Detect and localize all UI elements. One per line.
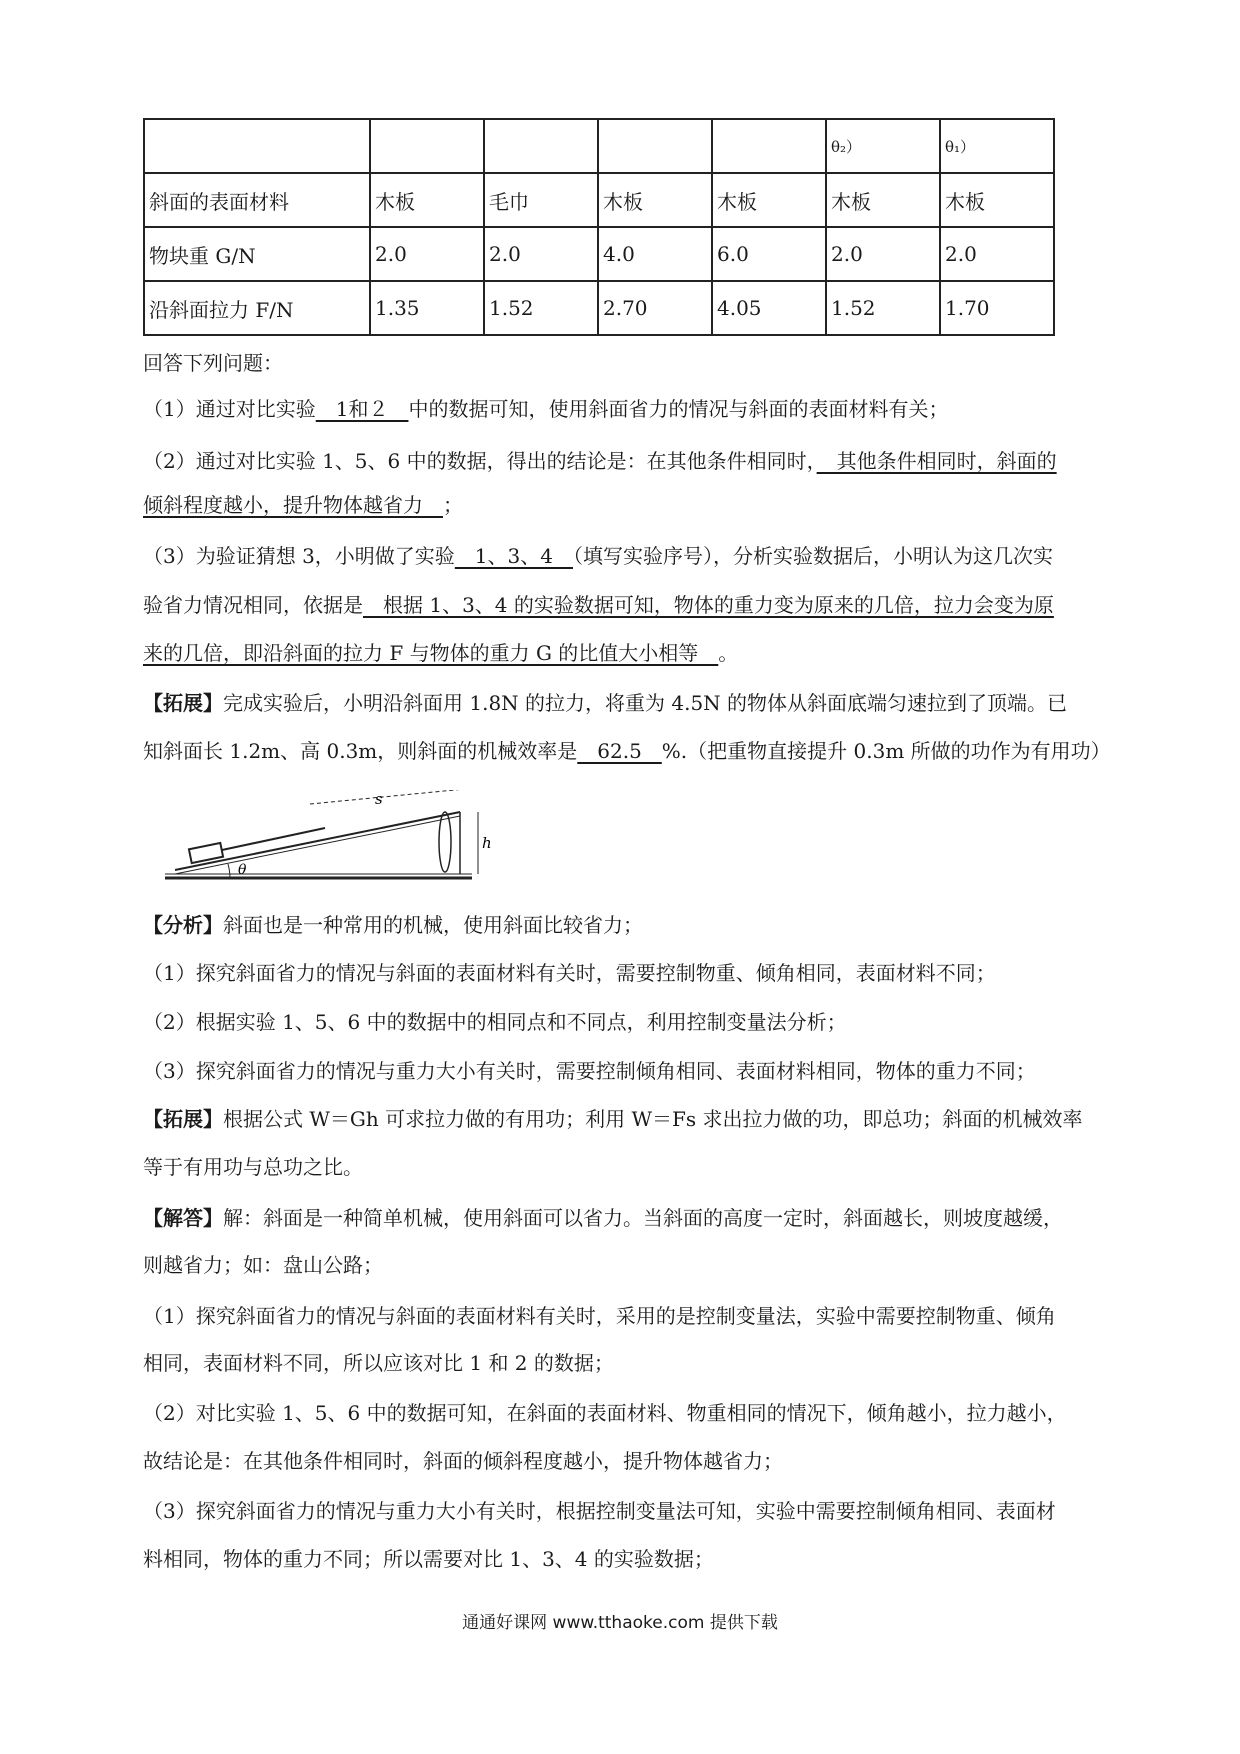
answer-blank: 其他条件相同时，斜面的 — [816, 449, 1057, 473]
angle-arc — [228, 864, 230, 878]
text-run: 。 — [718, 641, 739, 665]
text-run: %.（把重物直接提升 0.3m 所做的功作为有用功） — [661, 739, 1111, 763]
section-label: 【拓展】 — [143, 1107, 223, 1131]
text-line — [143, 1250, 383, 1280]
experiment-data-table — [143, 118, 1055, 336]
text-run: （3）探究斜面省力的情况与重力大小有关时，需要控制倾角相同、表面材料相同，物体的重力不同； — [143, 1059, 1036, 1083]
answer-blank: 根据 1、3、4 的实验数据可知，物体的重力变为原来的几倍，拉力会变为原 — [363, 593, 1054, 617]
table-cell — [484, 119, 598, 173]
text-line — [143, 1398, 1067, 1428]
text-run: ； — [443, 493, 463, 517]
pulley — [439, 812, 451, 872]
answer-blank: 来的几倍，即沿斜面的拉力 F 与物体的重力 G 的比值大小相等 — [143, 641, 719, 665]
table-row — [144, 281, 1054, 335]
table-cell — [144, 119, 370, 173]
text-line — [143, 1056, 1036, 1086]
text-run: 中的数据可知，使用斜面省力的情况与斜面的表面材料有关； — [408, 397, 949, 421]
text-run: 则越省力；如：盘山公路； — [143, 1253, 383, 1277]
table-cell: 木板 — [712, 173, 826, 227]
text-line — [143, 1301, 1056, 1331]
table-cell: 6.0 — [712, 227, 826, 281]
table-cell: 1.52 — [826, 281, 940, 335]
table-cell: 木板 — [370, 173, 484, 227]
text-run: （2）对比实验 1、5、6 中的数据可知，在斜面的表面材料、物重相同的情况下，倾角越小，拉力越小， — [143, 1401, 1067, 1425]
text-line — [143, 688, 1067, 718]
table-cell — [598, 119, 712, 173]
text-line — [143, 394, 948, 424]
table-cell: 2.70 — [598, 281, 712, 335]
text-run: （填写实验序号），分析实验数据后，小明认为这几次实 — [573, 544, 1053, 568]
table-cell: 沿斜面拉力 F/N — [144, 281, 370, 335]
table-row — [144, 227, 1054, 281]
table-cell — [370, 119, 484, 173]
s-label: s — [375, 790, 383, 808]
text-run: （3）为验证猜想 3，小明做了实验 — [143, 544, 455, 568]
table-cell — [712, 119, 826, 173]
table-cell: 2.0 — [484, 227, 598, 281]
text-line — [143, 1104, 1083, 1134]
text-line — [143, 910, 643, 940]
text-run: （1）探究斜面省力的情况与斜面的表面材料有关时，需要控制物重、倾角相同，表面材料不同； — [143, 961, 996, 985]
table-row — [144, 173, 1054, 227]
text-run: 相同，表面材料不同，所以应该对比 1 和 2 的数据； — [143, 1351, 614, 1375]
table-cell: 物块重 G/N — [144, 227, 370, 281]
text-run: 料相同，物体的重力不同；所以需要对比 1、3、4 的实验数据； — [143, 1547, 714, 1571]
table-cell: 2.0 — [940, 227, 1054, 281]
answer-blank: 倾斜程度越小，提升物体越省力 — [143, 493, 443, 517]
incline-surface — [175, 816, 460, 874]
table-cell: 1.70 — [940, 281, 1054, 335]
h-label: h — [482, 834, 492, 852]
text-line — [143, 1496, 1056, 1526]
table-cell: 斜面的表面材料 — [144, 173, 370, 227]
text-line — [143, 958, 996, 988]
table-cell: 4.05 — [712, 281, 826, 335]
text-run: 完成实验后，小明沿斜面用 1.8N 的拉力，将重为 4.5N 的物体从斜面底端匀速拉到了顶端。已 — [223, 691, 1068, 715]
theta-label: θ — [238, 862, 247, 878]
incline-surface — [175, 812, 460, 870]
table-cell: θ₁） — [940, 119, 1054, 173]
table-row — [144, 119, 1054, 173]
section-label: 【解答】 — [143, 1206, 223, 1230]
table-cell: θ₂） — [826, 119, 940, 173]
block — [189, 843, 223, 863]
section-label: 【拓展】 — [143, 691, 223, 715]
text-line — [143, 348, 283, 378]
text-line — [143, 446, 1057, 476]
text-line — [143, 1446, 783, 1476]
text-run: （3）探究斜面省力的情况与重力大小有关时，根据控制变量法可知，实验中需要控制倾角相同、表面材 — [143, 1499, 1056, 1523]
length-dimension — [310, 790, 465, 804]
text-run: （2）通过对比实验 1、5、6 中的数据，得出的结论是：在其他条件相同时， — [143, 449, 817, 473]
table-cell: 毛巾 — [484, 173, 598, 227]
table-cell: 2.0 — [826, 227, 940, 281]
text-run: 验省力情况相同，依据是 — [143, 593, 363, 617]
answer-blank: 1和２ — [315, 397, 409, 421]
section-label: 【分析】 — [143, 913, 223, 937]
text-line — [143, 541, 1053, 571]
incline-figure — [160, 790, 500, 890]
text-line — [143, 736, 1111, 766]
text-run: 斜面也是一种常用的机械，使用斜面比较省力； — [223, 913, 643, 937]
text-line — [143, 1152, 363, 1182]
text-line — [143, 490, 463, 520]
text-run: （2）根据实验 1、5、6 中的数据中的相同点和不同点，利用控制变量法分析； — [143, 1010, 847, 1034]
text-line — [143, 1544, 714, 1574]
text-run: 解：斜面是一种简单机械，使用斜面可以省力。当斜面的高度一定时，斜面越长，则坡度越缓， — [223, 1206, 1063, 1230]
table-cell: 1.52 — [484, 281, 598, 335]
answer-blank: 62.5 — [577, 739, 662, 763]
text-line — [143, 590, 1054, 620]
table-cell: 木板 — [826, 173, 940, 227]
text-run: （1）探究斜面省力的情况与斜面的表面材料有关时，采用的是控制变量法，实验中需要控制物重、倾角 — [143, 1304, 1056, 1328]
text-line — [143, 1348, 614, 1378]
text-line — [143, 1007, 847, 1037]
page-footer: 通通好课网 www.tthaoke.com 提供下载 — [462, 1613, 778, 1633]
text-run: 故结论是：在其他条件相同时，斜面的倾斜程度越小，提升物体越省力； — [143, 1449, 783, 1473]
table-cell: 木板 — [598, 173, 712, 227]
text-run: 等于有用功与总功之比。 — [143, 1155, 363, 1179]
text-line — [143, 638, 738, 668]
text-run: 回答下列问题： — [143, 351, 283, 375]
text-run: 知斜面长 1.2m、高 0.3m，则斜面的机械效率是 — [143, 739, 578, 763]
text-run: （1）通过对比实验 — [143, 397, 316, 421]
table-cell: 木板 — [940, 173, 1054, 227]
text-run: 根据公式 W＝Gh 可求拉力做的有用功；利用 W＝Fs 求出拉力做的功，即总功；斜面的机械效率 — [223, 1107, 1083, 1131]
table-cell: 4.0 — [598, 227, 712, 281]
text-line — [143, 1203, 1063, 1233]
table-cell: 2.0 — [370, 227, 484, 281]
table-cell: 1.35 — [370, 281, 484, 335]
answer-blank: 1、3、4 — [454, 544, 573, 568]
